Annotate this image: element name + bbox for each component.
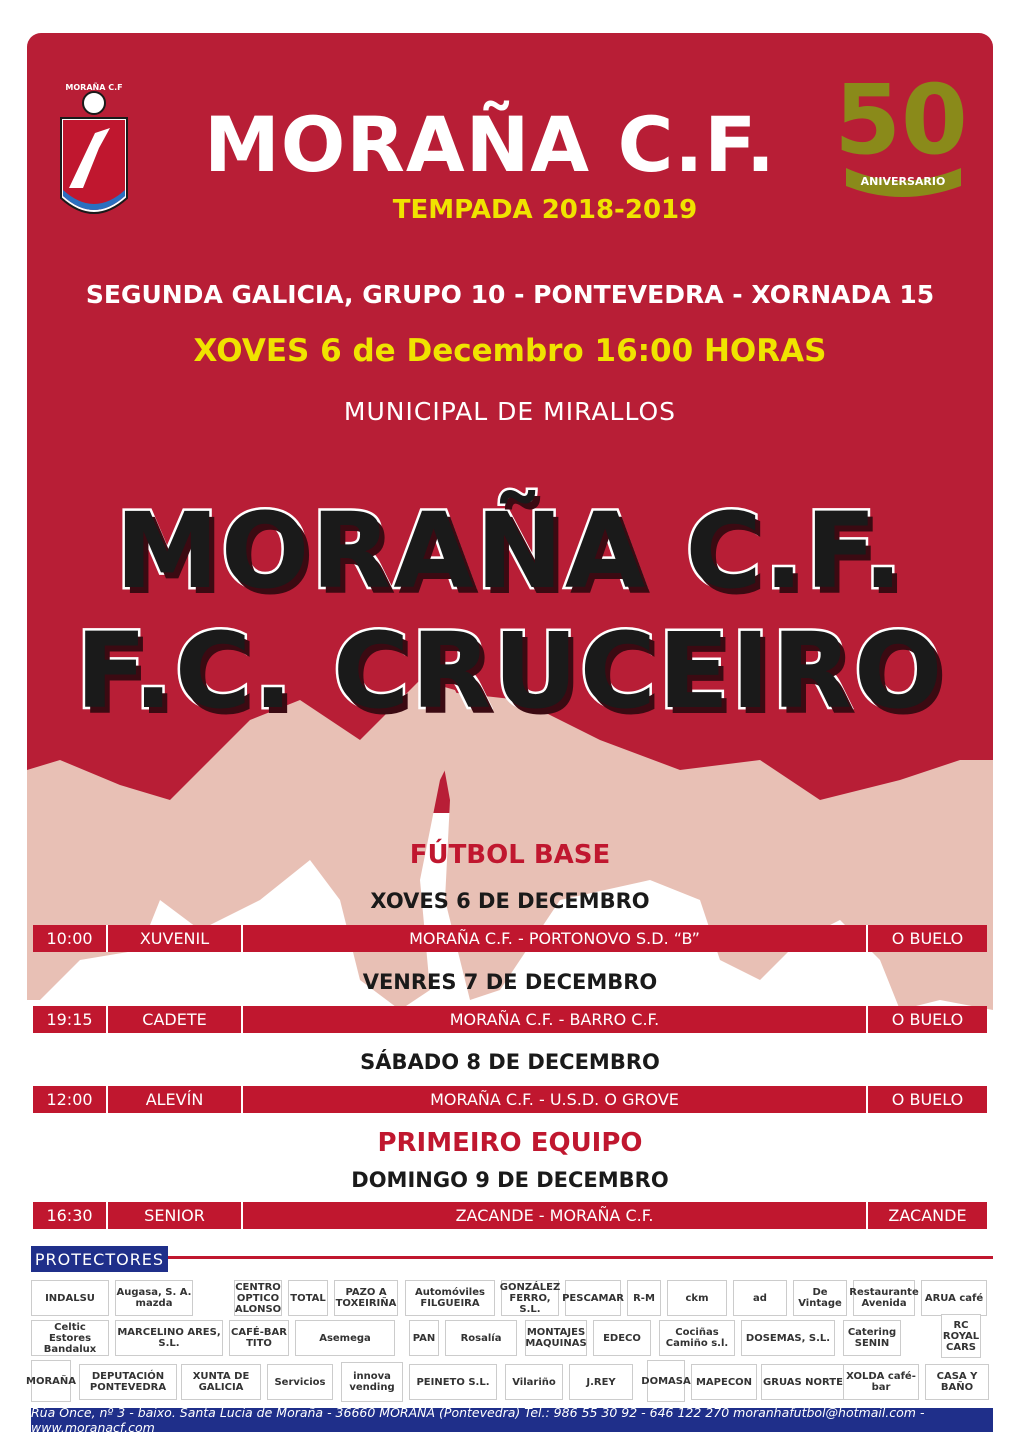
footer-contact: Rúa Once, nº 3 - baixo. Santa Lucia de Moraña - 36660 MORAÑA (Pontevedra) Tel.: 986 55 30 92 - 646 122 270 moranhafutbol@hotmail.com - www.moranacf.com [31, 1408, 993, 1432]
sponsor-logo: Asemega [295, 1320, 395, 1356]
club-title: MORAÑA C.F. [204, 100, 776, 189]
match-venue: MUNICIPAL DE MIRALLOS [343, 397, 677, 426]
day-label: DOMINGO 9 DE DECEMBRO [351, 1168, 669, 1192]
first-team-section-title: PRIMEIRO EQUIPO [377, 1128, 643, 1158]
sponsor-logo: CASA Y BAÑO [925, 1364, 989, 1400]
sponsor-logo: PESCAMAR [565, 1280, 621, 1316]
anniversary-logo [834, 64, 968, 198]
anniversary-number: 50 [834, 64, 968, 176]
day-label: SÁBADO 8 DE DECEMBRO [360, 1050, 660, 1074]
fixture-venue: ZACANDE [868, 1202, 987, 1229]
fixture-teams: MORAÑA C.F. - BARRO C.F. [243, 1006, 868, 1033]
sponsor-logo: Rosalía [445, 1320, 517, 1356]
sponsor-logo: Augasa, S. A. mazda [115, 1280, 193, 1316]
fixture-category: ALEVÍN [108, 1086, 243, 1113]
sponsor-logo: GRUAS NORTE [761, 1364, 845, 1400]
away-team: F.C. CRUCEIRO [75, 610, 945, 732]
sponsor-logo: INDALSU [31, 1280, 109, 1316]
sponsor-logo: R-M [627, 1280, 661, 1316]
youth-section-title: FÚTBOL BASE [409, 840, 611, 870]
anniversary-label: ANIVERSARIO [860, 175, 946, 188]
sponsor-logo: MARCELINO ARES, S.L. [115, 1320, 223, 1356]
sponsor-logo: J.REY [569, 1364, 633, 1400]
crest-text: MORAÑA C.F [65, 83, 123, 92]
fixture-row [33, 1006, 987, 1033]
fixture-teams: MORAÑA C.F. - PORTONOVO S.D. “B” [243, 925, 868, 952]
sponsor-logo: ARUA café [921, 1280, 987, 1316]
fixture-row [33, 925, 987, 952]
sponsor-logo: Restaurante Avenida [853, 1280, 915, 1316]
sponsor-logo: PAZO A TOXEIRIÑA [334, 1280, 398, 1316]
sponsor-logo: Automóviles FILGUEIRA [405, 1280, 495, 1316]
fixture-category: SENIOR [108, 1202, 243, 1229]
sponsor-logo: Servicios [267, 1364, 333, 1400]
fixture-category: CADETE [108, 1006, 243, 1033]
fixture-venue: O BUELO [868, 1086, 987, 1113]
day-label: XOVES 6 DE DECEMBRO [370, 889, 650, 913]
sponsor-logo: MONTAJES MAQUINAS [525, 1320, 587, 1356]
season-label: TEMPADA 2018-2019 [392, 195, 698, 225]
fixture-venue: O BUELO [868, 1006, 987, 1033]
sponsor-logo: Catering SENIN [843, 1320, 901, 1356]
sponsor-logo: RC ROYAL CARS [941, 1314, 981, 1358]
club-crest-logo [55, 78, 133, 228]
sponsor-logo: XOLDA café-bar [843, 1364, 919, 1400]
sponsor-logo: ckm [667, 1280, 727, 1316]
fixture-time: 16:30 [33, 1202, 108, 1229]
sponsor-logo: PAN [409, 1320, 439, 1356]
fixture-row [33, 1086, 987, 1113]
fixture-category: XUVENIL [108, 925, 243, 952]
sponsor-logo: GONZÁLEZ FERRO, S.L. [499, 1281, 561, 1315]
sponsor-logo: ad [733, 1280, 787, 1316]
sponsor-logo: PEINETO S.L. [409, 1364, 497, 1400]
sponsor-logo: DEPUTACIÓN PONTEVEDRA [79, 1364, 177, 1400]
sponsor-logo: MAPECON [691, 1364, 757, 1400]
sponsor-logo: CENTRO OPTICO ALONSO [234, 1281, 282, 1315]
home-team: MORAÑA C.F. [115, 490, 905, 612]
sponsor-logo: Celtic Estores Bandalux [31, 1320, 109, 1356]
day-label: VENRES 7 DE DECEMBRO [362, 970, 658, 994]
match-datetime: XOVES 6 de Decembro 16:00 HORAS [193, 333, 827, 369]
sponsors-divider [31, 1256, 993, 1259]
sponsor-logo: DOSEMAS, S.L. [741, 1320, 835, 1356]
sponsor-logo: CAFÉ-BAR TITO [229, 1320, 289, 1356]
sponsor-logo: Vilariño [505, 1364, 563, 1400]
fixture-time: 10:00 [33, 925, 108, 952]
sponsor-logo: De Vintage [793, 1280, 847, 1316]
sponsor-logo: innova vending [341, 1362, 403, 1402]
fixture-teams: ZACANDE - MORAÑA C.F. [243, 1202, 868, 1229]
sponsor-logo: Cociñas Camiño s.l. [659, 1320, 735, 1356]
fixture-row [33, 1202, 987, 1229]
fixture-time: 12:00 [33, 1086, 108, 1113]
sponsor-logo: MORAÑA [31, 1360, 71, 1402]
sponsors-label: PROTECTORES [31, 1246, 168, 1272]
sponsor-logo: DOMASA [647, 1360, 685, 1402]
fixture-venue: O BUELO [868, 925, 987, 952]
sponsor-logo: EDECO [593, 1320, 651, 1356]
fixture-teams: MORAÑA C.F. - U.S.D. O GROVE [243, 1086, 868, 1113]
fixture-time: 19:15 [33, 1006, 108, 1033]
competition-label: SEGUNDA GALICIA, GRUPO 10 - PONTEVEDRA - XORNADA 15 [85, 280, 935, 309]
sponsor-logo: TOTAL [288, 1280, 328, 1316]
sponsor-logo: XUNTA DE GALICIA [181, 1364, 261, 1400]
